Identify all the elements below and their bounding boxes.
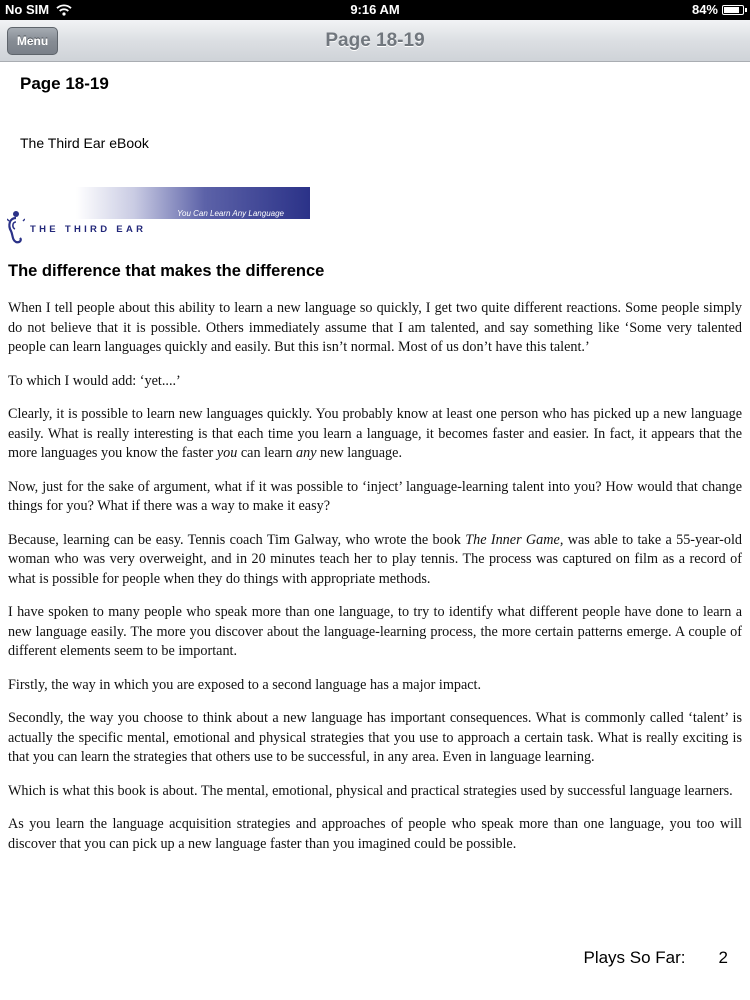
battery-fill xyxy=(724,7,739,13)
carrier-label: No SIM xyxy=(5,2,50,17)
book-title: The Third Ear eBook xyxy=(20,135,149,151)
emphasis: you xyxy=(216,445,238,461)
page-content[interactable] xyxy=(0,62,750,1000)
battery-icon xyxy=(722,5,744,15)
plays-count: 2 xyxy=(718,948,728,967)
paragraph xyxy=(8,405,742,464)
plays-counter xyxy=(583,948,728,968)
section-heading: The difference that makes the difference xyxy=(8,262,325,280)
paragraph: To which I would add: ‘yet....’ xyxy=(8,372,181,389)
paragraph: I have spoken to many people who speak more than one language, to try to identify what different people have done to learn a new language easily. The more you discover about the language-learning process, the more certain patterns emerge. A couple of different elements seem to be important. xyxy=(8,604,742,659)
third-ear-logo-icon xyxy=(7,210,25,244)
paragraph: Now, just for the sake of argument, what if it was possible to ‘inject’ language-learning talent into you? How would that change things for you? What if there was a way to make it easy? xyxy=(8,478,742,514)
plays-label: Plays So Far: xyxy=(583,948,686,967)
navigation-bar xyxy=(0,20,750,62)
text-run: can learn xyxy=(237,445,296,461)
paragraph: Which is what this book is about. The mental, emotional, physical and practical strategies used by successful language learners. xyxy=(8,782,733,799)
article-body xyxy=(8,299,742,868)
nav-title: Page 18-19 xyxy=(325,30,425,51)
menu-button[interactable]: Menu xyxy=(7,27,58,55)
emphasis: any xyxy=(296,445,317,461)
battery-indicator xyxy=(692,2,744,17)
status-bar xyxy=(0,0,750,20)
page-heading: Page 18-19 xyxy=(20,74,109,93)
paragraph: When I tell people about this ability to learn a new language so quickly, I get two quite different reactions. Some people simply do not believe that it is possible. Others immediately assume that I am talented, and say something like ‘Some very talented people can learn languages quickly and easily. But this isn’t normal. Most of us don’t have this talent.’ xyxy=(8,300,742,355)
text-run: was able to take a 55-year-old woman who was very overweight, and in 20 minutes teach her to play tennis. The process was captured on film as a record of what is possible for people when they do things with appropriate methods. xyxy=(8,531,742,587)
logo-wordmark: THE THIRD EAR xyxy=(30,224,147,235)
battery-percent: 84% xyxy=(691,2,718,17)
clock: 9:16 AM xyxy=(350,2,400,17)
book-title-emphasis: The Inner Game, xyxy=(465,531,564,548)
text-run: Because, learning can be easy. Tennis coach Tim Galway, who wrote the book xyxy=(8,531,466,548)
paragraph: Firstly, the way in which you are exposed to a second language has a major impact. xyxy=(8,676,482,693)
paragraph: Secondly, the way you choose to think about a new language has important consequences. What is commonly called ‘talent’ is actually the specific mental, emotional and physical strategies that you use to approach a certain task. What is really exciting is that you can learn the strategies that others use to be successful, in any area. Even in language learning. xyxy=(8,710,742,765)
logo-banner xyxy=(76,187,310,219)
text-run: Clearly, it is possible to learn new languages quickly. You probably know at least one person who has picked up a new language easily. What is really interesting is that each time you learn a language, it becomes faster and easier. In fact, it appears that the more languages you know the faster xyxy=(8,406,742,461)
text-run: new language. xyxy=(316,445,402,461)
paragraph: As you learn the language acquisition strategies and approaches of people who speak more than one language, you too will discover that you can pick up a new language faster than you imagined could be possible. xyxy=(8,816,742,852)
paragraph xyxy=(8,531,742,590)
logo-tagline: You Can Learn Any Language xyxy=(177,209,284,218)
